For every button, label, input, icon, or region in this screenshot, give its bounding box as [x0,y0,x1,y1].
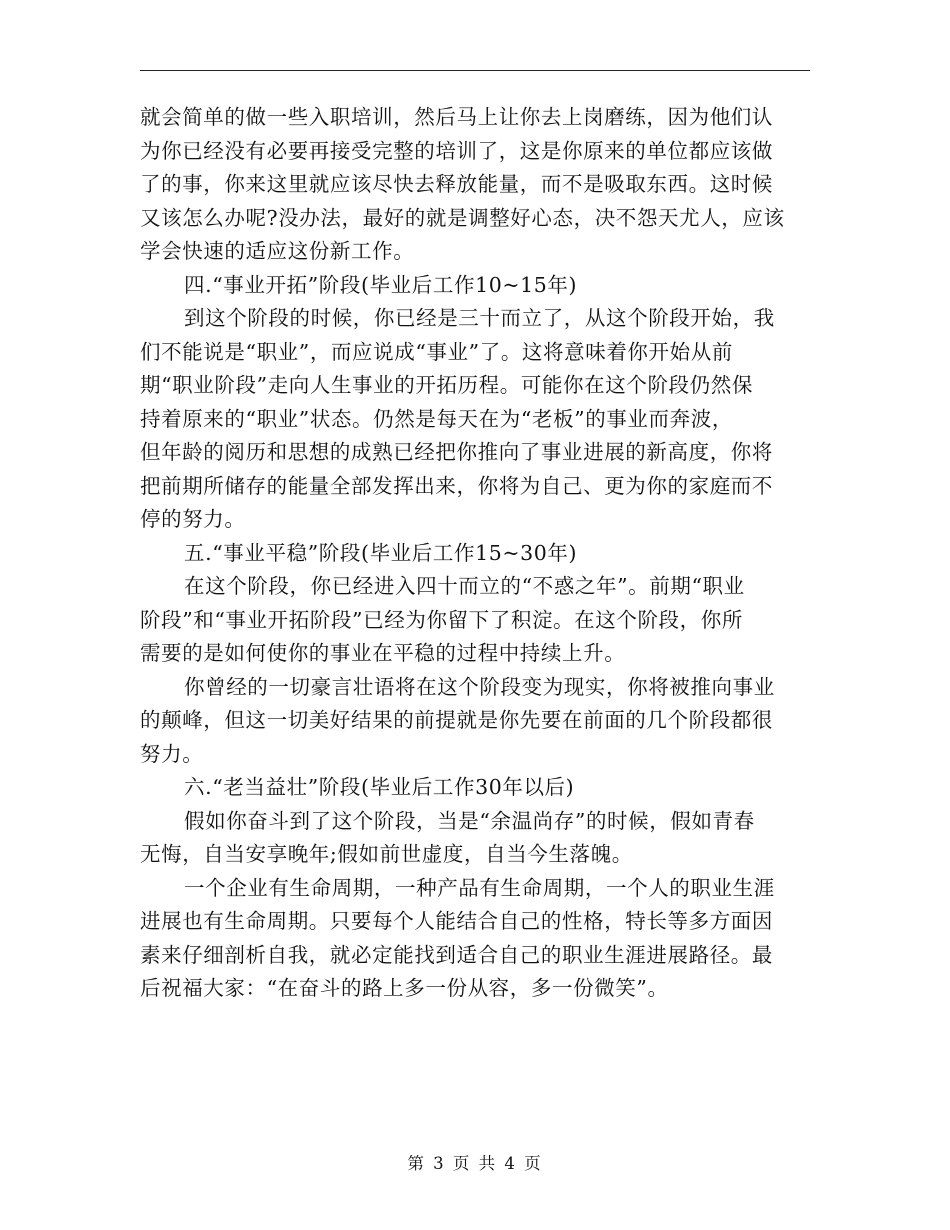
text-line: 五.“事业平稳”阶段(毕业后工作15~30年) [184,540,578,565]
text-line: 持着原来的“职业”状态。仍然是每天在为“老板”的事业而奔波， [140,406,733,431]
text-line: 就会简单的做一些入职培训，然后马上让你去上岗磨练，因为他们认 [140,105,773,129]
text-line: 了的事，你来这里就应该尽快去释放能量，而不是吸取东西。这时候 [140,172,773,196]
text-line: 又该怎么办呢?没办法，最好的就是调整好心态，决不怨天尤人，应该 [140,205,785,230]
text-line: 阶段”和“事业开拓阶段”已经为你留下了积淀。在这个阶段，你所 [140,607,743,632]
text-line: 四.“事业开拓”阶段(毕业后工作10~15年) [184,272,578,297]
text-line: 但年龄的阅历和思想的成熟已经把你推向了事业进展的新高度，你将 [140,440,773,464]
text-line: 为你已经没有必要再接受完整的培训了，这是你原来的单位都应该做 [140,138,773,163]
text-line: 后祝福大家：“在奋斗的路上多一份从容，多一份微笑”。 [140,976,669,1000]
text-line: 你曾经的一切豪言壮语将在这个阶段变为现实，你将被推向事业 [184,674,775,699]
page-footer: 第 3 页 共 4 页 [407,1154,543,1173]
text-line: 把前期所储存的能量全部发挥出来，你将为自己、更为你的家庭而不 [140,473,773,498]
text-line: 无悔，自当安享晚年;假如前世虚度，自当今生落魄。 [140,842,633,866]
text-line: 在这个阶段，你已经进入四十而立的“不惑之年”。前期“职业 [184,574,745,598]
document-body [140,101,810,1006]
text-line: 的颠峰，但这一切美好结果的前提就是你先要在前面的几个阶段都很 [140,708,773,732]
text-line: 到这个阶段的时候，你已经是三十而立了，从这个阶段开始，我 [184,306,775,330]
text-line: 需要的是如何使你的事业在平稳的过程中持续上升。 [140,641,626,665]
text-line: 停的努力。 [140,507,246,531]
header-rule [140,70,810,71]
text-line: 六.“老当益壮”阶段(毕业后工作30年以后) [184,775,575,799]
text-line: 一个企业有生命周期，一种产品有生命周期，一个人的职业生涯 [184,875,775,900]
text-line: 们不能说是“职业”，而应说成“事业”了。这将意味着你开始从前 [140,339,733,364]
text-line: 进展也有生命周期。只要每个人能结合自己的性格，特长等多方面因 [140,909,773,933]
text-line: 学会快速的适应这份新工作。 [140,239,415,263]
text-line: 努力。 [140,741,204,766]
text-line: 期“职业阶段”走向人生事业的开拓历程。可能你在这个阶段仍然保 [140,373,753,397]
text-line: 假如你奋斗到了这个阶段，当是“余温尚存”的时候，假如青春 [184,808,755,833]
text-line: 素来仔细剖析自我，就必定能找到适合自己的职业生涯进展路径。最 [140,942,773,967]
